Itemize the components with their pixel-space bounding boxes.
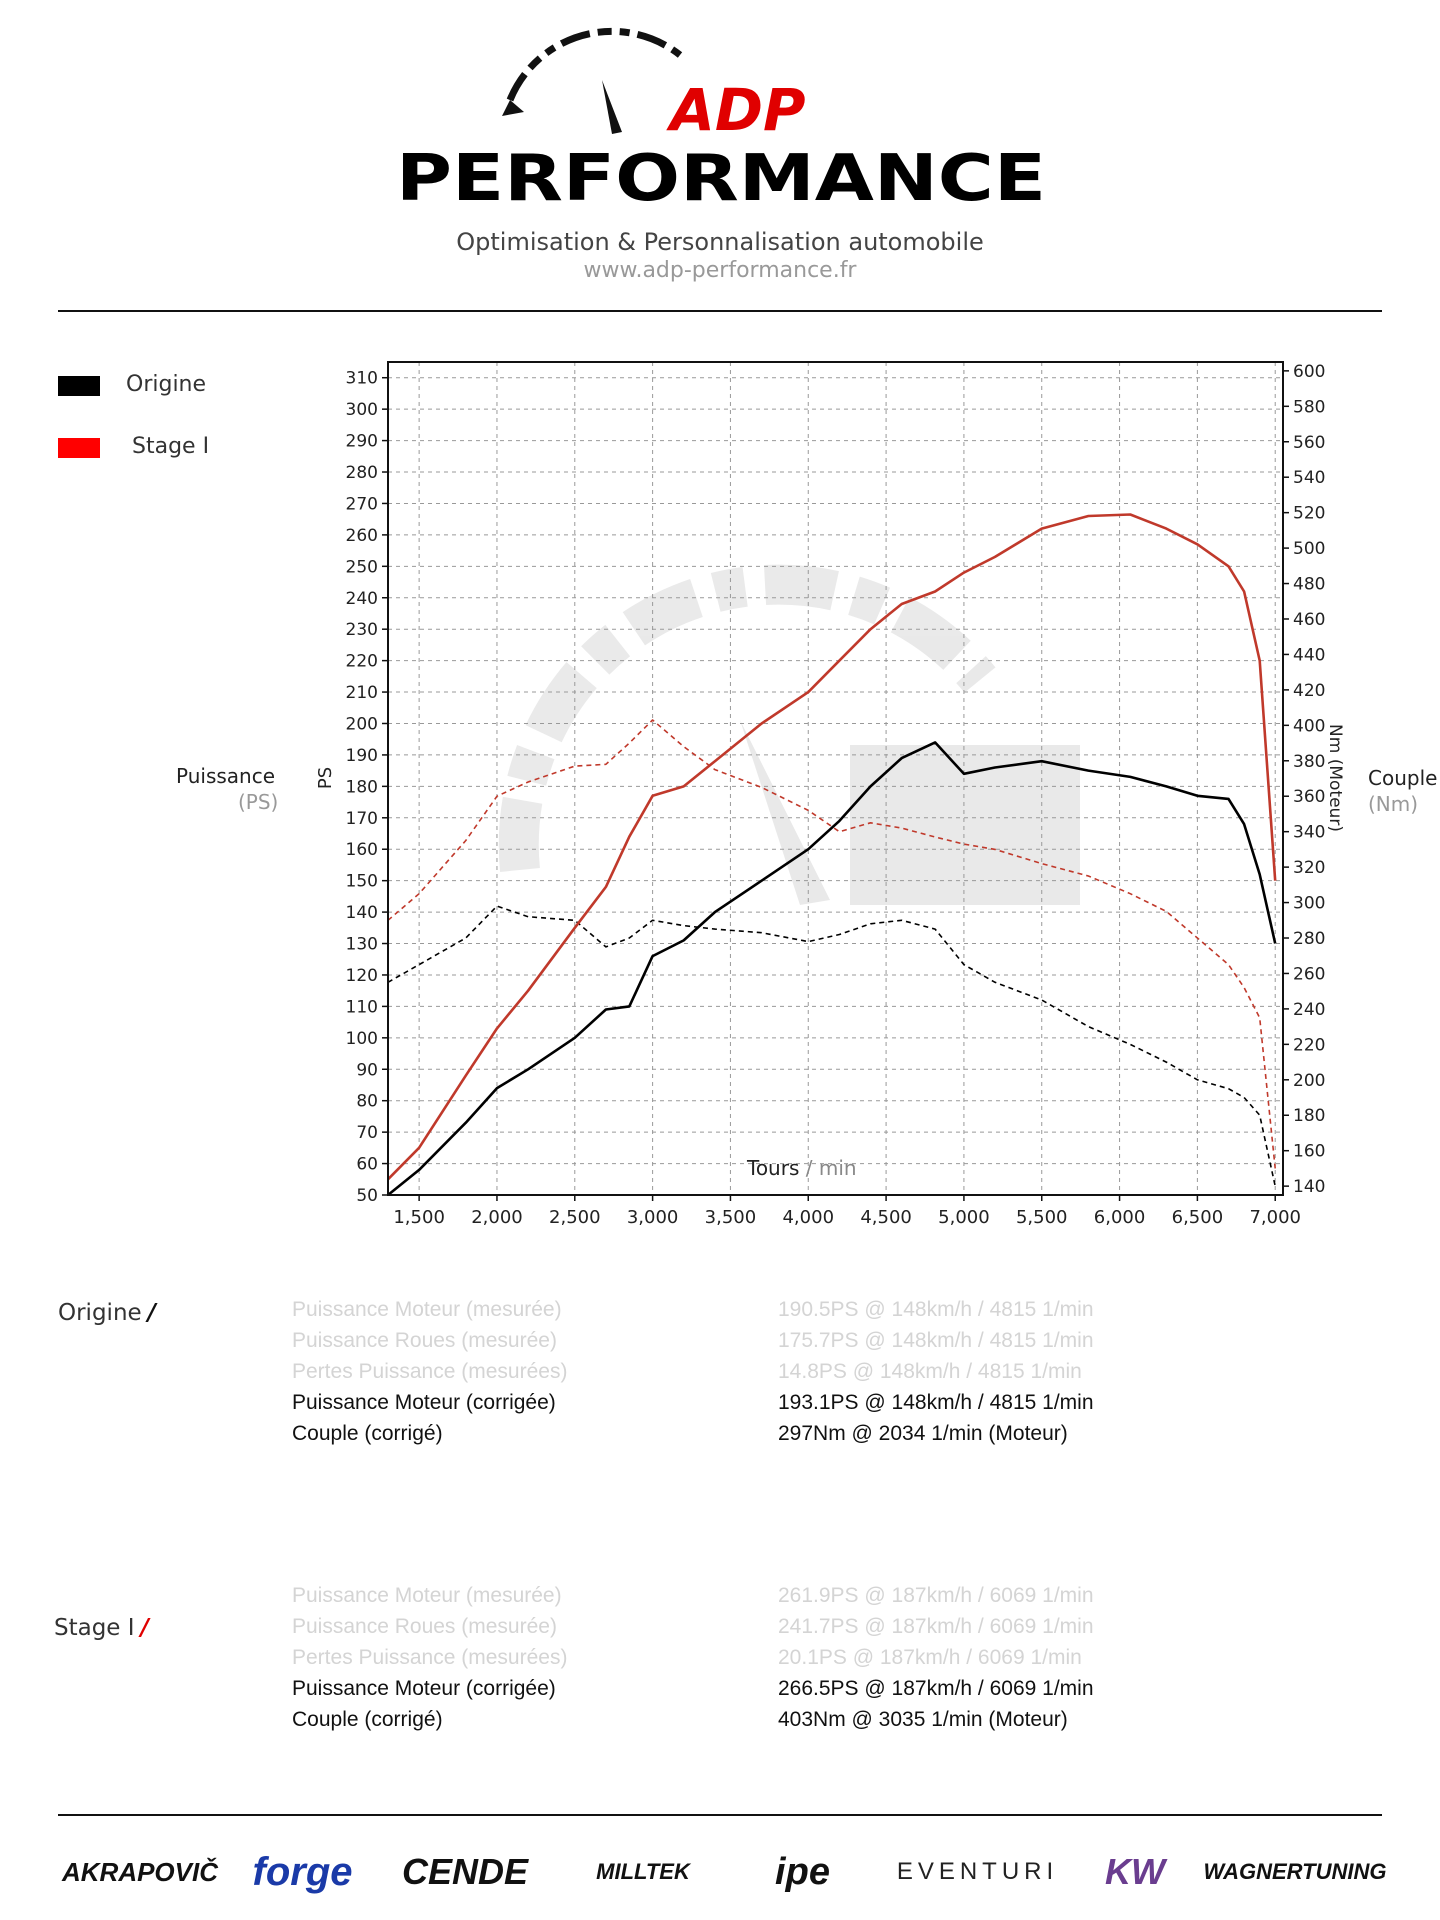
origine-row-value: 190.5PS @ 148km/h / 4815 1/min: [778, 1298, 1094, 1321]
tagline: Optimisation & Personnalisation automobile: [456, 228, 984, 256]
y-right-tick-label-14: 420: [1293, 680, 1326, 701]
stage1-row-value: 261.9PS @ 187km/h / 6069 1/min: [778, 1584, 1094, 1607]
x-tick-label-6: 4,500: [860, 1207, 912, 1228]
stage1-row-label: Couple (corrigé): [292, 1708, 443, 1731]
stage1-row-value: 241.7PS @ 187km/h / 6069 1/min: [778, 1615, 1094, 1638]
legend-label-origine: Origine: [126, 372, 207, 397]
y-right-tick-label-5: 240: [1293, 999, 1326, 1020]
stage1-row-label: Puissance Moteur (corrigée): [292, 1677, 556, 1700]
y-left-tick-label-15: 200: [345, 714, 378, 735]
y-left-tick-label-24: 290: [345, 431, 378, 452]
sponsor-logo-4: ipe: [775, 1850, 830, 1893]
y-left-tick-label-0: 50: [356, 1186, 378, 1206]
origine-row-label: Puissance Moteur (mesurée): [292, 1298, 562, 1321]
x-tick-label-1: 2,000: [471, 1207, 523, 1228]
y-right-tick-label-7: 280: [1293, 929, 1326, 950]
right-axis-unit: (Nm): [1368, 792, 1419, 816]
y-left-tick-label-22: 270: [345, 494, 378, 515]
y-right-tick-label-18: 500: [1293, 539, 1326, 560]
origine-row-value: 297Nm @ 2034 1/min (Moteur): [778, 1422, 1068, 1445]
left-axis-unit: (PS): [238, 790, 279, 814]
sponsor-logo-7: WAGNERTUNING: [1203, 1859, 1387, 1884]
origine-row-label: Puissance Roues (mesurée): [292, 1329, 557, 1352]
y-left-tick-label-20: 250: [345, 557, 378, 578]
x-axis-title: Tours / min: [747, 1156, 857, 1180]
website-url: www.adp-performance.fr: [583, 258, 857, 283]
y-right-tick-label-15: 440: [1293, 645, 1326, 666]
origine-section-title: Origine /: [58, 1300, 157, 1326]
origine-row-label: Couple (corrigé): [292, 1422, 443, 1445]
y-left-tick-label-23: 280: [345, 463, 378, 484]
x-tick-label-10: 6,500: [1171, 1207, 1224, 1228]
y-right-tick-label-23: 600: [1293, 361, 1326, 382]
x-tick-label-3: 3,000: [626, 1207, 679, 1228]
x-tick-label-2: 2,500: [549, 1207, 601, 1228]
left-axis-title: Puissance: [176, 764, 276, 788]
stage1-row-value: 266.5PS @ 187km/h / 6069 1/min: [778, 1677, 1094, 1700]
y-right-tick-label-10: 340: [1293, 822, 1326, 843]
y-right-tick-label-6: 260: [1293, 964, 1326, 985]
y-left-tick-label-26: 310: [345, 368, 378, 389]
y-left-tick-label-1: 60: [356, 1154, 378, 1175]
legend-label-stage1: Stage I: [132, 434, 210, 459]
x-tick-label-4: 3,500: [704, 1207, 757, 1228]
y-left-tick-label-8: 130: [345, 934, 378, 955]
y-right-tick-label-3: 200: [1293, 1070, 1326, 1091]
stage1-row-label: Puissance Roues (mesurée): [292, 1615, 557, 1638]
y-right-tick-label-19: 520: [1293, 503, 1326, 524]
y-right-tick-label-17: 480: [1293, 574, 1326, 595]
y-left-tick-label-16: 210: [345, 683, 378, 704]
origine-row-value: 175.7PS @ 148km/h / 4815 1/min: [778, 1329, 1094, 1352]
x-tick-label-8: 5,500: [1015, 1207, 1068, 1228]
y-right-tick-label-20: 540: [1293, 468, 1326, 489]
y-left-tick-label-9: 140: [345, 903, 378, 924]
y-left-tick-label-10: 150: [345, 871, 378, 892]
y-left-tick-label-17: 220: [345, 651, 378, 672]
sponsor-logo-2: CENDE: [401, 1851, 529, 1892]
x-tick-label-11: 7,000: [1249, 1207, 1301, 1228]
y-left-tick-label-11: 160: [345, 840, 378, 861]
stage1-row-value: 20.1PS @ 187km/h / 6069 1/min: [778, 1646, 1082, 1669]
y-right-tick-label-2: 180: [1293, 1106, 1326, 1127]
y-left-tick-label-14: 190: [345, 745, 378, 766]
y-left-tick-label-25: 300: [345, 400, 378, 421]
y-right-tick-label-21: 560: [1293, 432, 1326, 453]
y-left-tick-label-4: 90: [356, 1060, 378, 1081]
origine-row-value: 14.8PS @ 148km/h / 4815 1/min: [778, 1360, 1082, 1383]
right-axis-title: Couple: [1368, 766, 1438, 790]
y-right-tick-label-16: 460: [1293, 609, 1326, 630]
y-left-tick-label-7: 120: [345, 965, 378, 986]
y-right-tick-label-9: 320: [1293, 858, 1326, 879]
y-right-tick-label-0: 140: [1293, 1177, 1326, 1198]
y-right-tick-label-11: 360: [1293, 787, 1326, 808]
left-axis-label: PS: [315, 766, 336, 790]
stage1-row-label: Puissance Moteur (mesurée): [292, 1584, 562, 1607]
y-right-tick-label-13: 400: [1293, 716, 1326, 737]
y-right-tick-label-12: 380: [1293, 751, 1326, 772]
sponsor-logo-5: EVENTURI: [896, 1858, 1059, 1885]
y-left-tick-label-18: 230: [345, 620, 378, 641]
right-axis-label: Nm (Moteur): [1325, 724, 1345, 832]
origine-row-label: Pertes Puissance (mesurées): [292, 1360, 568, 1383]
stage1-row-value: 403Nm @ 3035 1/min (Moteur): [778, 1708, 1068, 1731]
y-right-tick-label-1: 160: [1293, 1141, 1326, 1162]
x-tick-label-5: 4,000: [782, 1207, 835, 1228]
x-tick-label-9: 6,000: [1093, 1207, 1146, 1228]
sponsor-logo-6: KW: [1105, 1851, 1165, 1892]
y-right-tick-label-22: 580: [1293, 397, 1326, 418]
watermark-logo: [519, 585, 1080, 905]
y-left-tick-label-21: 260: [345, 525, 378, 546]
y-left-tick-label-2: 70: [356, 1123, 378, 1144]
footer-divider: [58, 1814, 1382, 1816]
y-left-tick-label-12: 170: [345, 808, 378, 829]
y-left-tick-label-6: 110: [345, 997, 378, 1018]
y-left-tick-label-13: 180: [345, 777, 378, 798]
x-tick-label-7: 5,000: [938, 1207, 990, 1228]
origine-row-value: 193.1PS @ 148km/h / 4815 1/min: [778, 1391, 1094, 1414]
y-right-tick-label-4: 220: [1293, 1035, 1326, 1056]
y-left-tick-label-3: 80: [356, 1091, 378, 1112]
y-right-tick-label-8: 300: [1293, 893, 1326, 914]
sponsor-logo-3: MILLTEK: [596, 1859, 690, 1884]
stage1-section-title: Stage I /: [54, 1615, 149, 1641]
x-tick-label-0: 1,500: [393, 1207, 445, 1228]
series-1-torque-line: [388, 906, 1275, 1186]
sponsor-logo-1: forge: [252, 1849, 353, 1894]
brand-bottom-text: PERFORMANCE: [396, 142, 1046, 205]
brand-top-text: ADP: [670, 76, 806, 144]
stage1-row-label: Pertes Puissance (mesurées): [292, 1646, 568, 1669]
y-left-tick-label-5: 100: [345, 1028, 378, 1049]
sponsor-logo-0: AKRAPOVIČ: [61, 1856, 218, 1887]
y-left-tick-label-19: 240: [345, 588, 378, 609]
origine-row-label: Puissance Moteur (corrigée): [292, 1391, 556, 1414]
